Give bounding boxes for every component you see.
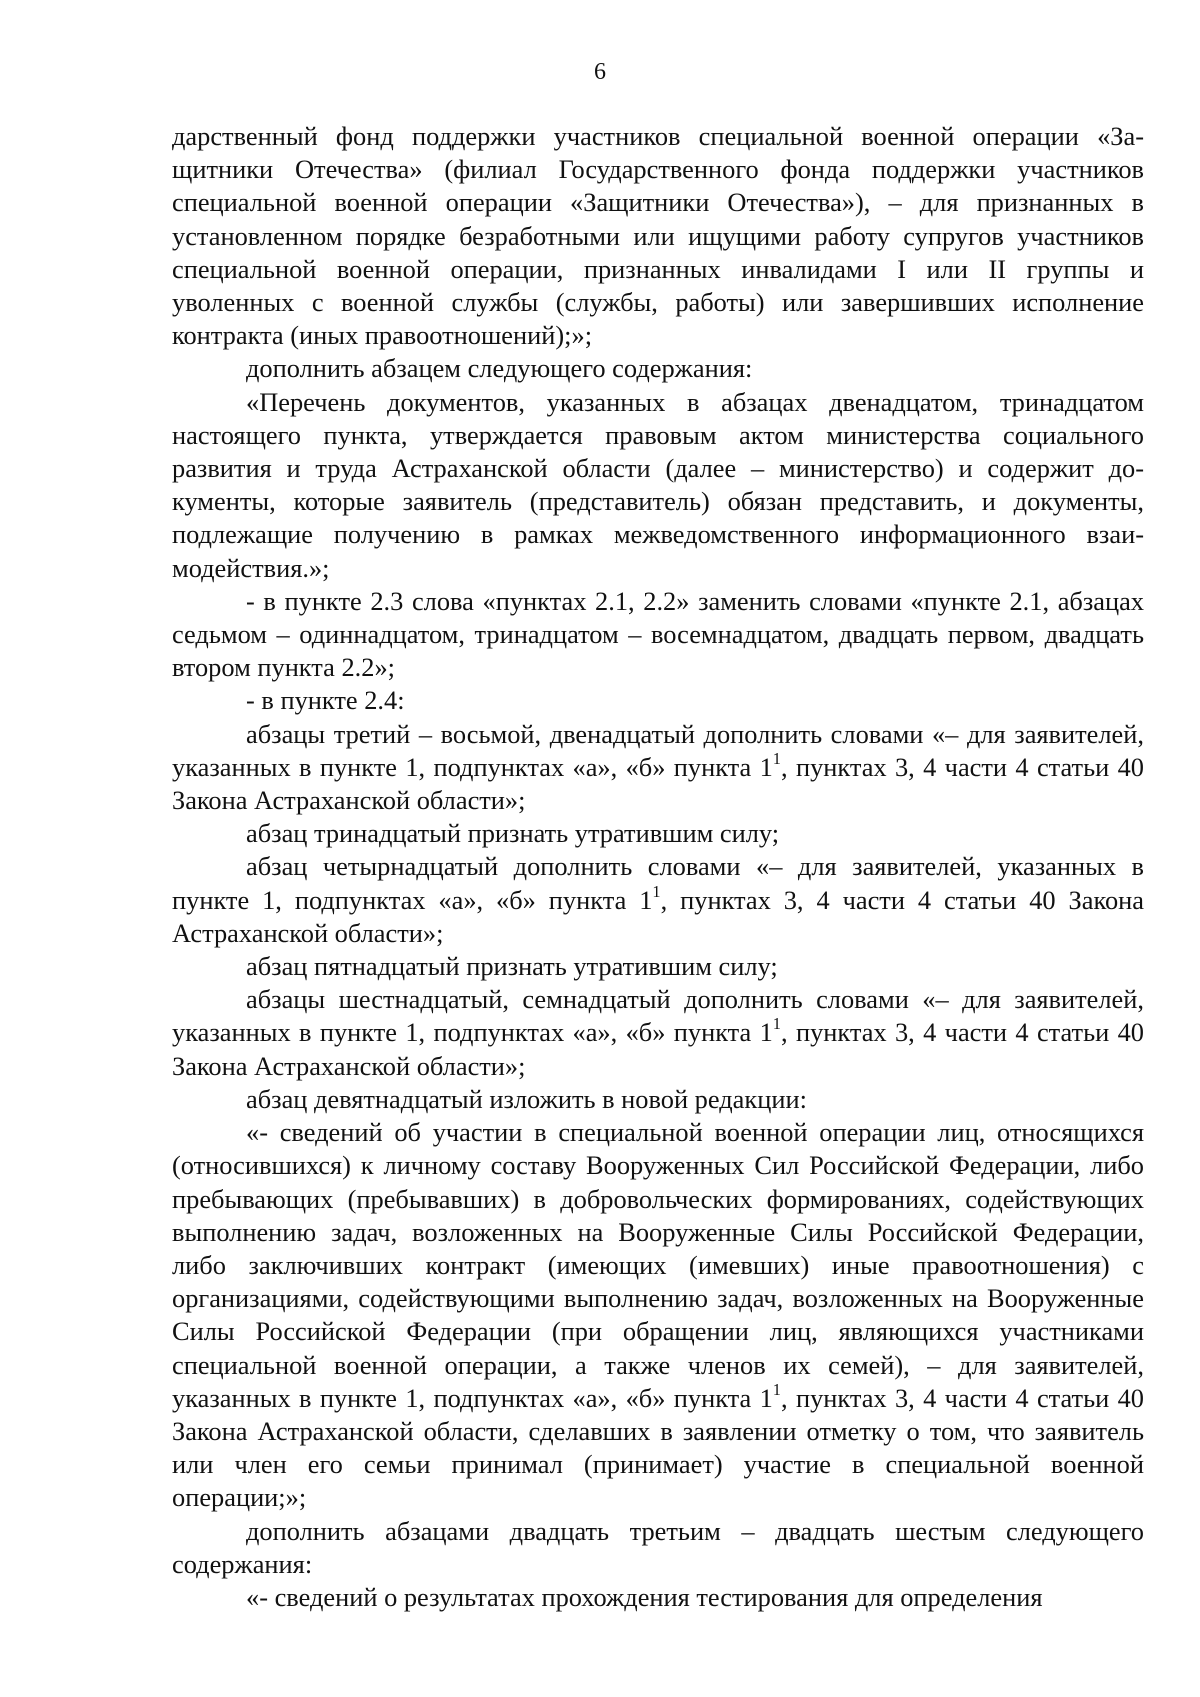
- paragraph: [172, 718, 1144, 818]
- superscript: 1: [772, 749, 781, 769]
- paragraph-text: «- сведений о результатах прохождения тестирования для определения: [246, 1581, 1043, 1612]
- paragraph: [172, 850, 1144, 950]
- paragraph-text: абзац девятнадцатый изложить в новой редакции:: [246, 1083, 807, 1114]
- page-number: 6: [594, 59, 606, 85]
- paragraph: [172, 817, 1144, 850]
- paragraph: [172, 1515, 1144, 1581]
- paragraph: [172, 983, 1144, 1083]
- paragraph-text: дополнить абзацем следующего содержания:: [246, 353, 753, 384]
- paragraph-text: - в пункте 2.4:: [246, 685, 405, 716]
- paragraph: [172, 585, 1144, 685]
- paragraph: [172, 1581, 1144, 1614]
- paragraph: [172, 352, 1144, 385]
- paragraph: [172, 1116, 1144, 1514]
- paragraph-continuation: [172, 120, 1144, 352]
- paragraph-text: абзац пятнадцатый признать утратившим силу;: [246, 951, 778, 982]
- paragraph-text: - в пункте 2.3 слова «пунктах 2.1, 2.2» заменить словами «пункте 2.1, абзацах седьмом – одиннадцатом, тринадцатом – восемнадцатом, двадцать первом, двадцать втором пункта 2.2»;: [172, 585, 1144, 683]
- paragraph-text: , пунктах 3, 4 части 4 статьи 40 Закона Астраханской области, сделавших в заявлении отметку о том, что заявитель или член его семьи принимал (принимает) участие в специальной военной операции;»;: [172, 1382, 1144, 1513]
- paragraph-text: «- сведений об участии в специальной военной операции лиц, относящихся (относившихся) к личному составу Вооруженных Сил Российской Федерации, либо пребывающих (пребывавших) в добровольческих формированиях, содействующих выполнению задач, возложенных на Вооруженные Силы Российской Федерации, либо заключивших контракт (имеющих (имевших) иные правоотношения) с организациями, содействующими выполнению задач, возложенных на Вооруженные Силы Российской Федерации (при обращении лиц, являющихся участниками специальной военной операции, а также членов их семей), – для заявителей, указанных в пункте 1, подпунктах «а», «б» пункта 1: [172, 1117, 1144, 1413]
- paragraph-text: абзац тринадцатый признать утратившим силу;: [246, 818, 780, 849]
- paragraph-text: , пунктах 3, 4 части 4 статьи 40 Закона Астраханской области»;: [172, 884, 1144, 948]
- superscript: 1: [652, 881, 661, 901]
- paragraph-text: абзацы третий – восьмой, двенадцатый дополнить словами «– для заявителей, указанных в пункте 1, подпунктах «а», «б» пункта 1: [172, 718, 1144, 782]
- superscript: 1: [772, 1379, 781, 1399]
- document-body: [172, 120, 1144, 1614]
- paragraph: [172, 386, 1144, 585]
- paragraph-text: , пунктах 3, 4 части 4 статьи 40 Закона Астраханской области»;: [172, 751, 1144, 816]
- paragraph-text: , пунктах 3, 4 части 4 статьи 40 Закона Астраханской области»;: [172, 1017, 1144, 1081]
- paragraph-text: дарственный фонд поддержки участников специальной военной операции «Защитники Отечества» (филиал Государственного фонда поддержки участников специальной военной операции «Защитники Отечества»), – для признанных в установленном порядке безработными или ищущими работу супругов участников специальной военной операции, признанных инвалидами I или II группы и уволенных с военной службы (службы, работы) или завершивших исполнение контракта (иных правоотношений);»;: [172, 121, 1144, 351]
- paragraph-text: дополнить абзацами двадцать третьим – двадцать шестым следующего содержания:: [172, 1515, 1144, 1579]
- paragraph-text: абзацы шестнадцатый, семнадцатый дополнить словами «– для заявителей, указанных в пункте 1, подпунктах «а», «б» пункта 1: [172, 984, 1144, 1048]
- superscript: 1: [772, 1014, 781, 1034]
- paragraph: [172, 950, 1144, 983]
- paragraph: [172, 1083, 1144, 1116]
- paragraph-text: абзац четырнадцатый дополнить словами «– для заявителей, указанных в пункте 1, подпунктах «а», «б» пункта 1: [172, 851, 1144, 915]
- paragraph: [172, 684, 1144, 717]
- paragraph-text: «Перечень документов, указанных в абзацах двенадцатом, тринадцатом настоящего пункта, утверждается правовым актом министерства социального развития и труда Астраханской области (далее – министерство) и содержит документы, которые заявитель (представитель) обязан представить, и документы, подлежащие получению в рамках межведомственного информационного взаимодействия.»;: [172, 386, 1144, 583]
